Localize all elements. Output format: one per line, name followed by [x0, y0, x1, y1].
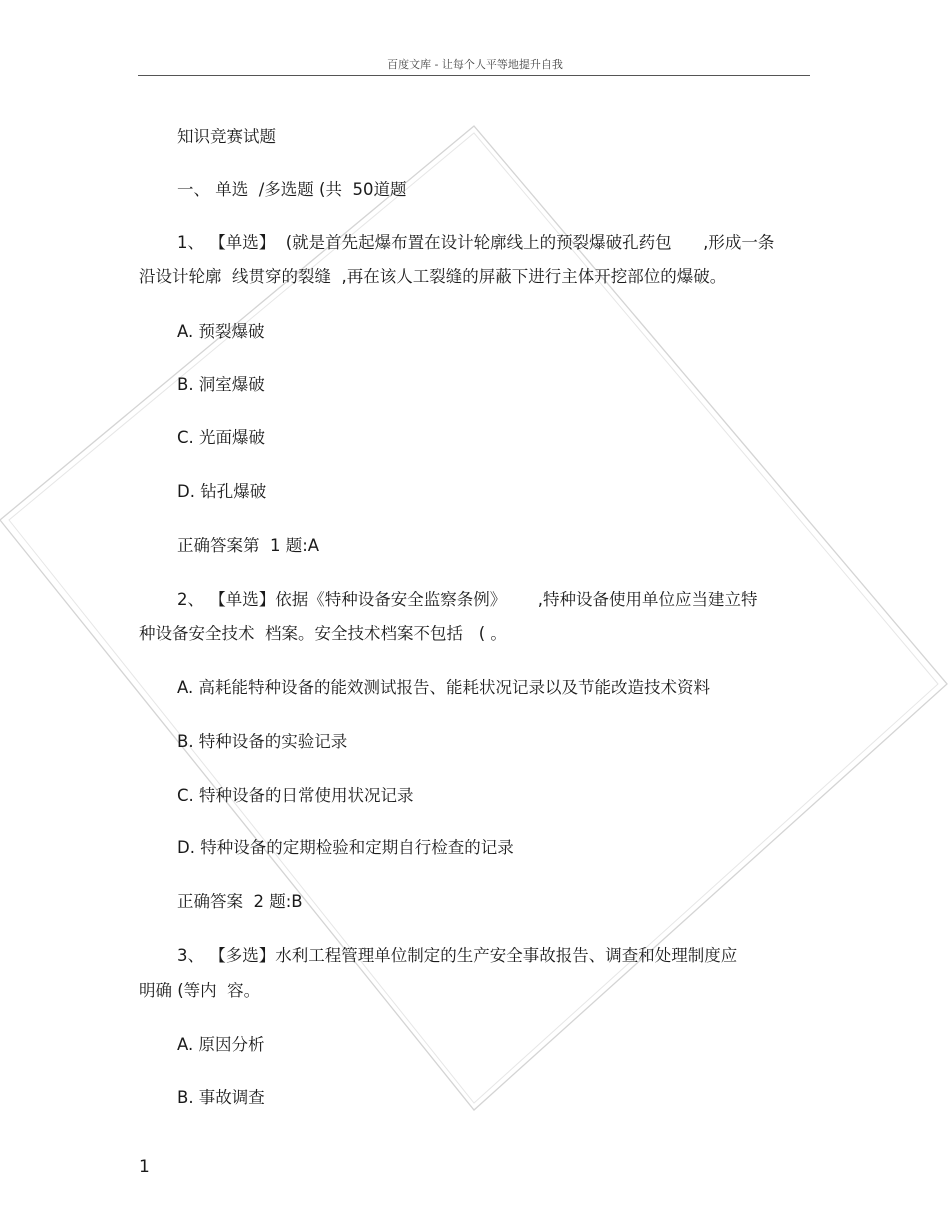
section-heading: 一、 单选 /多选题 (共 50道题 — [177, 180, 407, 199]
header-divider — [138, 75, 810, 76]
question-1-option-b: B. 洞室爆破 — [177, 375, 265, 394]
question-1-option-a: A. 预裂爆破 — [177, 322, 265, 341]
question-2-stem-line-1: 2、 【单选】依据《特种设备安全监察条例》 ,特种设备使用单位应当建立特 — [177, 590, 758, 609]
question-1-stem-line-2: 沿设计轮廓 线贯穿的裂缝 ,再在该人工裂缝的屏蔽下进行主体开挖部位的爆破。 — [139, 267, 727, 286]
question-3-option-b: B. 事故调查 — [177, 1088, 265, 1107]
page-number: 1 — [139, 1157, 150, 1177]
page-header: 百度文库 - 让每个人平等地提升自我 — [387, 58, 563, 71]
question-2-option-a: A. 高耗能特种设备的能效测试报告、能耗状况记录以及节能改造技术资料 — [177, 678, 710, 697]
question-3-option-a: A. 原因分析 — [177, 1035, 265, 1054]
question-1-option-d: D. 钻孔爆破 — [177, 482, 267, 501]
document-title: 知识竞赛试题 — [177, 127, 276, 146]
question-2-option-b: B. 特种设备的实验记录 — [177, 732, 348, 751]
question-2-answer: 正确答案 2 题:B — [177, 892, 303, 911]
question-3-stem-line-2: 明确 (等内 容。 — [139, 981, 261, 1000]
question-1-stem-line-1: 1、 【单选】 (就是首先起爆布置在设计轮廓线上的预裂爆破孔药包 ,形成一条 — [177, 233, 775, 252]
question-1-option-c: C. 光面爆破 — [177, 428, 266, 447]
question-1-answer: 正确答案第 1 题:A — [177, 536, 320, 555]
question-3-stem-line-1: 3、 【多选】水利工程管理单位制定的生产安全事故报告、调查和处理制度应 — [177, 946, 738, 965]
question-2-option-c: C. 特种设备的日常使用状况记录 — [177, 786, 414, 805]
question-2-stem-line-2: 种设备安全技术 档案。安全技术档案不包括 ( 。 — [139, 624, 507, 643]
question-2-option-d: D. 特种设备的定期检验和定期自行检查的记录 — [177, 838, 514, 857]
